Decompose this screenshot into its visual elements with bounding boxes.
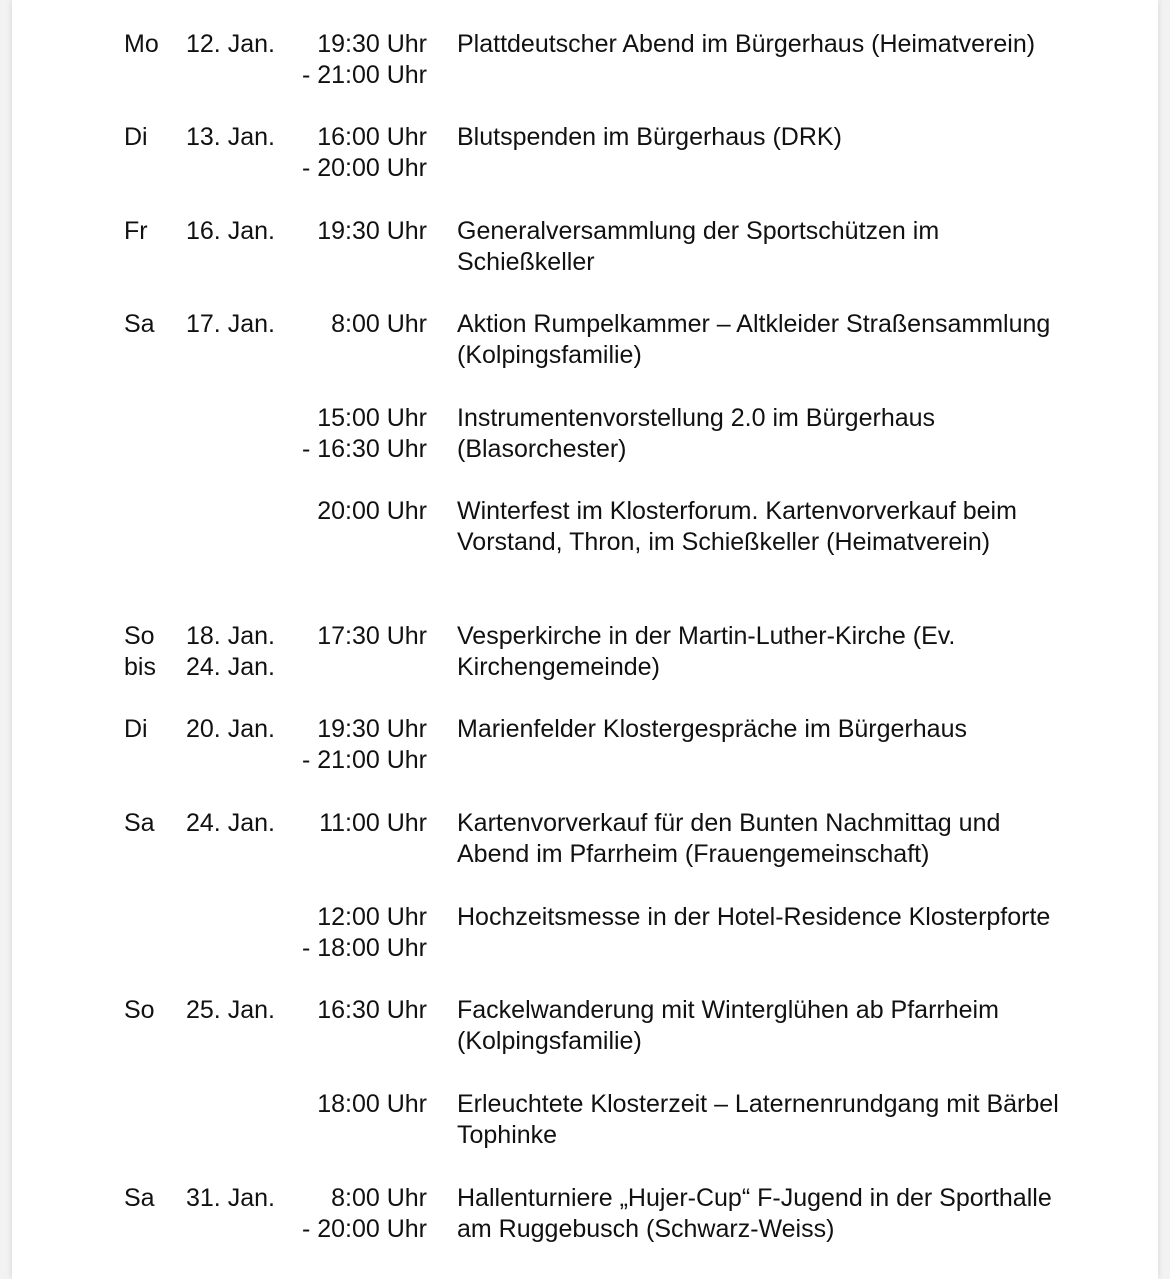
event-time: 19:30 Uhr: [317, 217, 427, 245]
event-description: Marienfelder Klostergespräche im Bürgerhaus: [457, 715, 967, 743]
event-date: 12. Jan.: [186, 30, 275, 58]
event-description: Vesperkirche in der Martin-Luther-Kirche (Ev. Kirchengemeinde): [457, 622, 956, 682]
event-date: 13. Jan.: [186, 123, 275, 151]
event-time: 19:30 Uhr - 21:00 Uhr: [301, 715, 427, 775]
event-description: Blutspenden im Bürgerhaus (DRK): [457, 123, 842, 151]
event-description: Winterfest im Klosterforum. Kartenvorverkauf beim Vorstand, Thron, im Schießkeller (Heimatverein): [457, 497, 1017, 557]
event-time: 16:00 Uhr - 20:00 Uhr: [301, 123, 427, 183]
event-day: So: [124, 996, 155, 1024]
event-time: 20:00 Uhr: [317, 497, 427, 525]
event-date: 24. Jan.: [186, 809, 275, 837]
document-page: [12, 0, 1158, 1279]
event-description: Hallenturniere „Hujer-Cup“ F-Jugend in der Sporthalle am Ruggebusch (Schwarz-Weiss): [457, 1184, 1052, 1244]
event-day: Sa: [124, 809, 155, 837]
event-description: Aktion Rumpelkammer – Altkleider Straßensammlung (Kolpingsfamilie): [457, 310, 1051, 370]
event-description: Plattdeutscher Abend im Bürgerhaus (Heimatverein): [457, 30, 1036, 58]
event-time: 16:30 Uhr: [317, 996, 427, 1024]
event-date: 17. Jan.: [186, 310, 275, 338]
event-day: Sa: [124, 310, 155, 338]
event-day: Mo: [124, 30, 159, 58]
event-time: 17:30 Uhr: [317, 622, 427, 650]
event-date: 18. Jan. 24. Jan.: [186, 622, 275, 682]
event-date: 31. Jan.: [186, 1184, 275, 1212]
event-date: 25. Jan.: [186, 996, 275, 1024]
event-description: Kartenvorverkauf für den Bunten Nachmittag und Abend im Pfarrheim (Frauengemeinschaft): [457, 809, 1001, 869]
event-time: 15:00 Uhr - 16:30 Uhr: [301, 404, 427, 464]
event-time: 19:30 Uhr - 21:00 Uhr: [301, 30, 427, 90]
event-description: Instrumentenvorstellung 2.0 im Bürgerhaus (Blasorchester): [457, 404, 936, 464]
event-date: 16. Jan.: [186, 217, 275, 245]
event-time: 18:00 Uhr: [317, 1090, 427, 1118]
event-day: Di: [124, 715, 148, 743]
event-time: 8:00 Uhr: [331, 310, 427, 338]
event-day: Sa: [124, 1184, 155, 1212]
event-day: So bis: [124, 622, 156, 682]
event-day: Fr: [124, 217, 148, 245]
event-time: 12:00 Uhr - 18:00 Uhr: [301, 903, 427, 963]
event-day: Di: [124, 123, 148, 151]
event-date: 20. Jan.: [186, 715, 275, 743]
event-description: Generalversammlung der Sportschützen im Schießkeller: [457, 217, 940, 277]
event-description: Fackelwanderung mit Winterglühen ab Pfarrheim (Kolpingsfamilie): [457, 996, 999, 1056]
event-time: 8:00 Uhr - 20:00 Uhr: [301, 1184, 427, 1244]
event-description: Hochzeitsmesse in der Hotel-Residence Klosterpforte: [457, 903, 1051, 931]
event-time: 11:00 Uhr: [319, 809, 427, 837]
event-description: Erleuchtete Klosterzeit – Laternenrundgang mit Bärbel Tophinke: [457, 1090, 1059, 1150]
